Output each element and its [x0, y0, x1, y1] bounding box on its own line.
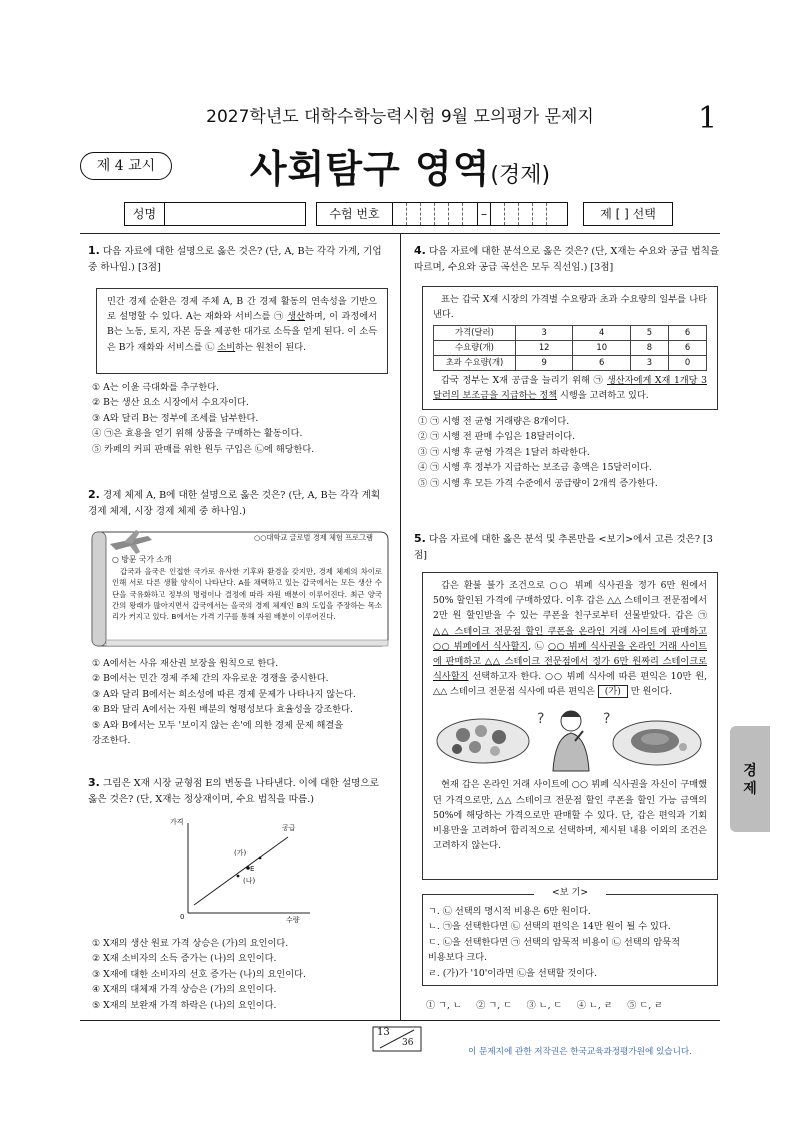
- q1-box-underline-1: 생산: [287, 311, 305, 323]
- q2-choice-5[interactable]: ⑤ A와 B에서는 모두 '보이지 않는 손'에 의한 경제 문제 해결을: [92, 719, 344, 731]
- bogi-title: <보 기>: [534, 886, 606, 900]
- q2-choice-4[interactable]: ④ B와 달리 A에서는 자원 배분의 형평성보다 효율성을 강조한다.: [92, 704, 353, 716]
- question-4: [414, 242, 720, 275]
- table-cell: 6: [668, 341, 706, 356]
- question-5-box: [422, 572, 718, 880]
- q1-box-underline-2: 소비: [217, 341, 236, 353]
- q3-choice-3[interactable]: ③ X재에 대한 소비자의 선호 증가는 (나)의 요인이다.: [92, 968, 306, 980]
- q3-choice-2[interactable]: ② X재 소비자의 소득 증가는 (나)의 요인이다.: [92, 953, 277, 965]
- table-row: [434, 326, 707, 341]
- table-cell: 10: [573, 341, 631, 356]
- table-cell: 0: [668, 356, 706, 371]
- person-thinking-icon: [553, 711, 589, 771]
- table-row: [434, 356, 707, 371]
- table-cell: 초과 수요량(개): [434, 356, 516, 371]
- visit-title: ○ 방문 국가 소개: [112, 555, 172, 564]
- table-cell: 5: [630, 326, 668, 341]
- exam-number-box[interactable]: [316, 202, 568, 226]
- question-4-number: 4.: [414, 244, 426, 257]
- q1-choice-4[interactable]: ④ ㉠은 효용을 얻기 위해 상품을 구매하는 활동이다.: [92, 428, 303, 440]
- name-label: 성명: [125, 203, 165, 225]
- q2-choice-3[interactable]: ③ A와 달리 B에서는 희소성에 따른 경제 문제가 나타나지 않는다.: [92, 688, 356, 700]
- bogi-item-3-cont: 비용보다 크다.: [428, 952, 488, 964]
- table-cell: 6: [668, 326, 706, 341]
- question-5: [414, 530, 720, 563]
- exam-number-cells-b: [491, 203, 561, 225]
- q1-choice-1[interactable]: ① A는 이윤 극대화를 추구한다.: [92, 382, 220, 393]
- q1-choice-3[interactable]: ③ A와 달리 B는 정부에 조세를 납부한다.: [92, 412, 259, 424]
- question-1-choices: [92, 380, 314, 457]
- table-cell: 8: [630, 341, 668, 356]
- question-5-stem: 다음 자료에 대한 옳은 분석 및 추론만을 <보기>에서 고른 것은? [3점]: [414, 534, 713, 561]
- table-cell: 가격(달러): [434, 326, 516, 341]
- subject-title: [0, 140, 800, 199]
- footer-page-number: 13: [377, 1027, 390, 1038]
- table-cell: 3: [630, 356, 668, 371]
- q5-p1-d: 만 원이다.: [627, 686, 673, 698]
- bogi-item-3: ㄷ. ㉡을 선택한다면 ㉠ 선택의 암묵적 비용이 ㉡ 선택의 암묵적: [428, 936, 681, 948]
- svg-text:?: ?: [603, 711, 611, 728]
- exam-number-label: 수험 번호: [317, 203, 393, 225]
- q4-after-a: 갑국 정부는 X재 공급을 늘리기 위해 ㉠: [441, 374, 607, 386]
- graph-point-e: E: [250, 865, 255, 873]
- q4-choice-2[interactable]: ② ㉠ 시행 전 판매 수입은 18달러이다.: [418, 431, 576, 443]
- subject-main: 사회탐구 영역: [249, 147, 491, 191]
- graph-supply-label: 공급: [282, 824, 296, 832]
- footer-page-total: 36: [402, 1038, 414, 1048]
- buffet-plate-icon: [437, 719, 529, 763]
- table-cell: 12: [515, 341, 573, 356]
- q2-choice-1[interactable]: ① A에서는 사유 재산권 보장을 원칙으로 한다.: [92, 658, 279, 669]
- exam-number-dash: –: [477, 203, 491, 225]
- selection-box[interactable]: 제 [ ] 선택: [583, 202, 673, 226]
- table-cell: 4: [573, 326, 631, 341]
- question-1-number: 1.: [88, 244, 100, 257]
- q4-choice-3[interactable]: ③ ㉠ 시행 후 균형 가격은 1달러 하락한다.: [418, 446, 590, 458]
- q4-after-b: 시행을 고려하고 있다.: [557, 390, 649, 402]
- table-row: [434, 341, 707, 356]
- q5-answer-choices[interactable]: ① ㄱ, ㄴ ② ㄱ, ㄷ ③ ㄴ, ㄷ ④ ㄴ, ㄹ ⑤ ㄷ, ㄹ: [426, 1000, 663, 1011]
- column-divider: [400, 234, 401, 1020]
- steak-plate-icon: [613, 721, 701, 765]
- q5-paragraph-2: 현재 갑은 온라인 거래 사이트에 ○○ 뷔페 식사권을 자신이 구매했던 가격으로만, △△ 스테이크 전문점 할인 쿠폰을 할인 가능 금액의 50%에 해당하는 가격으로만 판매할 수 있다. 단, 갑은 편익과 기회비용만을 고려하여 합리적으로 선택하며, 제시된 내용 이외의 조건은 고려하지 않는다.: [433, 779, 707, 852]
- q4-after: [433, 373, 707, 403]
- bogi-item-4: ㄹ. (가)가 '10'이라면 ㉡을 선택할 것이다.: [428, 967, 597, 979]
- q4-choice-4[interactable]: ④ ㉠ 시행 후 정부가 지급하는 보조금 총액은 15달러이다.: [418, 462, 652, 474]
- q3-choice-5[interactable]: ⑤ X재의 보완재 가격 하락은 (나)의 요인이다.: [92, 999, 277, 1011]
- question-4-stem: 다음 자료에 대한 분석으로 옳은 것은? (단, X재는 수요와 공급 법칙을 따르며, 수요와 공급 곡선은 모두 직선임.) [3점]: [414, 246, 720, 273]
- page-number: 1: [698, 101, 718, 136]
- q1-box-text-b: 하며, 이 과정에서 B는 노동, 토지, 자본 등을 제공한 대가로 소득을 얻게 된다. 이 소득은 B가 재화와 서비스를 ㉡: [107, 311, 377, 353]
- subject-sub: (경제): [490, 163, 551, 188]
- q5-illustration: [433, 703, 707, 773]
- graph-point-na: (나): [243, 877, 256, 885]
- q2-choice-5-cont: 강조한다.: [92, 735, 131, 747]
- table-cell: 수요량(개): [434, 341, 516, 356]
- question-4-choices: [418, 414, 658, 491]
- graph-point-ga: (가): [234, 849, 247, 857]
- q3-choice-1[interactable]: ① X재의 생산 원료 가격 상승은 (가)의 요인이다.: [92, 938, 289, 949]
- graph-origin: 0: [180, 913, 185, 921]
- table-cell: 9: [515, 356, 573, 371]
- supply-graph: [160, 815, 320, 927]
- graph-x-label: 수량: [286, 916, 300, 924]
- footer-divider: [80, 1020, 720, 1021]
- q5-p1-underline-2: ○○ 뷔페 식사권을 온라인 거래 사이트에 판매하고 △△ 스테이크 전문점에서 정가 6만 원짜리 스테이크로 식사할지: [433, 640, 708, 683]
- name-box[interactable]: [124, 202, 306, 226]
- question-2: [88, 486, 390, 519]
- q5-blank-box: (가): [598, 685, 628, 698]
- question-2-number: 2.: [88, 488, 100, 501]
- question-2-choices: [92, 656, 356, 749]
- question-1: [88, 242, 390, 275]
- question-1-stem: 다음 자료에 대한 설명으로 옳은 것은? (단, A, B는 각각 가계, 기업 중 하나임.) [3점]: [88, 246, 382, 273]
- question-3-number: 3.: [88, 776, 100, 789]
- table-cell: 6: [573, 356, 631, 371]
- bogi-item-2: ㄴ. ㉠을 선택한다면 ㉡ 선택의 편익은 14만 원이 될 수 있다.: [428, 921, 671, 933]
- q5-p1-b: , ㉡: [528, 640, 548, 652]
- svg-text:?: ?: [537, 711, 545, 728]
- bogi-items: [428, 904, 680, 981]
- q2-choice-2[interactable]: ② B에서는 민간 경제 주체 간의 자유로운 경쟁을 중시한다.: [92, 673, 329, 685]
- question-3-choices: [92, 936, 306, 1013]
- q4-choice-5[interactable]: ⑤ ㉠ 시행 후 모든 가격 수준에서 공급량이 2개씩 증가한다.: [418, 477, 658, 489]
- q1-box-text-a: 민간 경제 순환은 경제 주체 A, B 간 경제 활동의 연속성을 기반으로 설명할 수 있다. A는 재화와 서비스를 ㉠: [107, 296, 377, 323]
- bogi-item-1: ㄱ. ㉡ 선택의 명시적 비용은 6만 원이다.: [428, 906, 591, 917]
- side-tab-line-1: 경: [743, 763, 757, 779]
- subject-side-tab: [730, 726, 770, 832]
- q1-box-text-c: 하는 원천이 된다.: [235, 341, 307, 353]
- q4-table: [433, 325, 707, 371]
- copyright-notice: 이 문제지에 관한 저작권은 한국교육과정평가원에 있습니다.: [468, 1047, 692, 1057]
- q5-p1-a: 갑은 환불 불가 조건으로 ○○ 뷔페 식사권을 정가 6만 원에서 50% 할인된 가격에 구매하였다. 이후 갑은 △△ 스테이크 전문점에서 2만 원 할인받을 수 있는 쿠폰을 친구로부터 선물받았다. 갑은 ㉠: [433, 580, 707, 622]
- session-badge: 제 4 교시: [80, 152, 172, 180]
- program-name: ○○대학교 글로벌 경제 체험 프로그램: [254, 533, 373, 542]
- q5-p1-underline-1: △△ 스테이크 전문점 할인 쿠폰을 온라인 거래 사이트에 판매하고 ○○ 뷔페에서 식사할지: [433, 625, 707, 652]
- question-3: [88, 774, 390, 807]
- q1-choice-2[interactable]: ② B는 생산 요소 시장에서 수요자이다.: [92, 397, 249, 409]
- visit-text: 갑국과 을국은 인접한 국가로 유사한 기후와 환경을 갖지만, 경제 체제의 차이로 인해 서로 다른 생활 양식이 나타난다. A를 채택하고 있는 갑국에서는 모든 생산 수단을 국유화하고 정부의 명령이나 결정에 따라 자원 배분이 이루어진다. 최근 양국 간의 왕래가 많아지면서 갑국에서는 을국의 경제 체제인 B의 도입을 주장하는 목소리가 커지고 있다. B에서는 가격 기구를 통해 자원 배분이 이루어진다.: [112, 567, 382, 621]
- question-1-box: [96, 288, 388, 374]
- side-tab-line-2: 제: [743, 781, 757, 797]
- question-2-stem: 경제 체제 A, B에 대한 설명으로 옳은 것은? (단, A, B는 각각 계획 경제 체제, 시장 경제 체제 중 하나임.): [88, 490, 381, 517]
- q4-choice-1[interactable]: ① ㉠ 시행 전 균형 거래량은 8개이다.: [418, 416, 570, 427]
- exam-number-cells-a: [393, 203, 477, 225]
- q1-choice-5[interactable]: ⑤ 카페의 커피 판매를 위한 원두 구입은 ㉡에 해당한다.: [92, 443, 315, 455]
- question-4-box: [422, 286, 718, 410]
- q5-paragraph-1: [433, 578, 707, 699]
- table-cell: 3: [515, 326, 573, 341]
- question-5-number: 5.: [414, 532, 426, 545]
- q4-intro: 표는 갑국 X재 시장의 가격별 수요량과 초과 수요량의 일부를 나타낸다.: [433, 294, 707, 321]
- q5-p1-c: 선택하고자 한다. ○○ 뷔페 식사에 따른 편익은 10만 원, △△ 스테이크 전문점 식사에 따른 편익은: [433, 671, 707, 698]
- q4-after-underline: 생산자에게 X재 1개당 3달러의 보조금을 지급하는 정책: [433, 374, 707, 402]
- q3-choice-4[interactable]: ④ X재의 대체재 가격 상승은 (가)의 요인이다.: [92, 984, 277, 996]
- graph-y-label: 가격: [170, 818, 184, 826]
- exam-title: 2027학년도 대학수학능력시험 9월 모의평가 문제지: [206, 107, 594, 127]
- question-3-stem: 그림은 X재 시장 균형점 E의 변동을 나타낸다. 이에 대한 설명으로 옳은 것은? (단, X재는 정상재이며, 수요 법칙을 따름.): [88, 778, 379, 805]
